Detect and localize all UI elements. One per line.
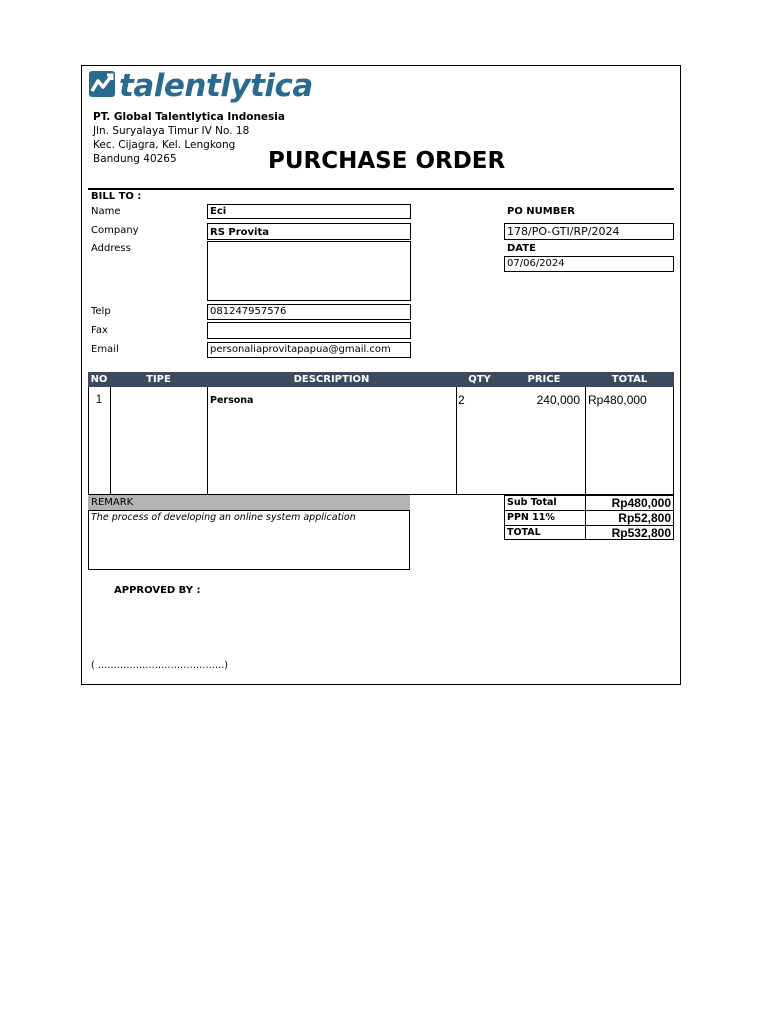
column-header-tipe: TIPE [146, 374, 171, 385]
column-header-qty: QTY [468, 374, 491, 385]
telp-label: Telp [91, 306, 111, 317]
address-label: Address [91, 243, 131, 254]
email-label: Email [91, 344, 119, 355]
total-label: TOTAL [507, 527, 541, 538]
ppn-value: Rp52,800 [618, 511, 671, 525]
row-no: 1 [95, 394, 103, 406]
company-label: Company [91, 225, 139, 236]
subtotal-label: Sub Total [507, 497, 557, 508]
po-number-label: PO NUMBER [507, 206, 575, 217]
column-header-total: TOTAL [611, 374, 648, 385]
po-number-field[interactable]: 178/PO-GTI/RP/2024 [504, 223, 674, 240]
column-header-price: PRICE [527, 374, 561, 385]
approved-by-label: APPROVED BY : [114, 585, 201, 596]
column-header-no: NO [90, 374, 108, 385]
document-title: PURCHASE ORDER [268, 148, 506, 174]
row-qty: 2 [458, 393, 465, 407]
remark-label: REMARK [88, 495, 410, 510]
address-field[interactable] [207, 241, 411, 301]
total-value: Rp532,800 [611, 526, 671, 540]
company-address-line2: Kec. Cijagra, Kel. Lengkong [93, 139, 236, 151]
remark-text: The process of developing an online system application [91, 512, 356, 523]
bill-to-heading: BILL TO : [91, 191, 142, 202]
name-label: Name [91, 206, 121, 217]
signature-line: ( ………………………………….) [91, 660, 228, 671]
ppn-label: PPN 11% [507, 512, 555, 523]
totals-divider [585, 495, 586, 540]
fax-label: Fax [91, 325, 108, 336]
table-divider [207, 387, 208, 495]
column-header-description: DESCRIPTION [293, 374, 370, 385]
date-label: DATE [507, 243, 536, 254]
talentlytica-logo-icon [88, 69, 118, 99]
email-field[interactable]: personaliaprovitapapua@gmail.com [207, 342, 411, 358]
row-price: 240,000 [536, 393, 580, 407]
name-field[interactable]: Eci [207, 204, 411, 219]
row-description: Persona [210, 395, 254, 406]
telp-field[interactable]: 081247957576 [207, 304, 411, 320]
logo-text: talentlytica [119, 68, 313, 104]
table-border-right [673, 387, 674, 495]
row-total: Rp480,000 [588, 393, 647, 407]
company-address-line3: Bandung 40265 [93, 153, 177, 165]
subtotal-value: Rp480,000 [611, 496, 671, 510]
fax-field[interactable] [207, 322, 411, 339]
table-divider [110, 387, 111, 495]
table-divider [585, 387, 586, 495]
company-address-line1: Jln. Suryalaya Timur IV No. 18 [93, 125, 250, 137]
date-field[interactable]: 07/06/2024 [504, 256, 674, 272]
table-divider [456, 387, 457, 495]
header-divider [88, 188, 674, 190]
company-field[interactable]: RS Provita [207, 223, 411, 240]
company-name: PT. Global Talentlytica Indonesia [93, 111, 285, 123]
